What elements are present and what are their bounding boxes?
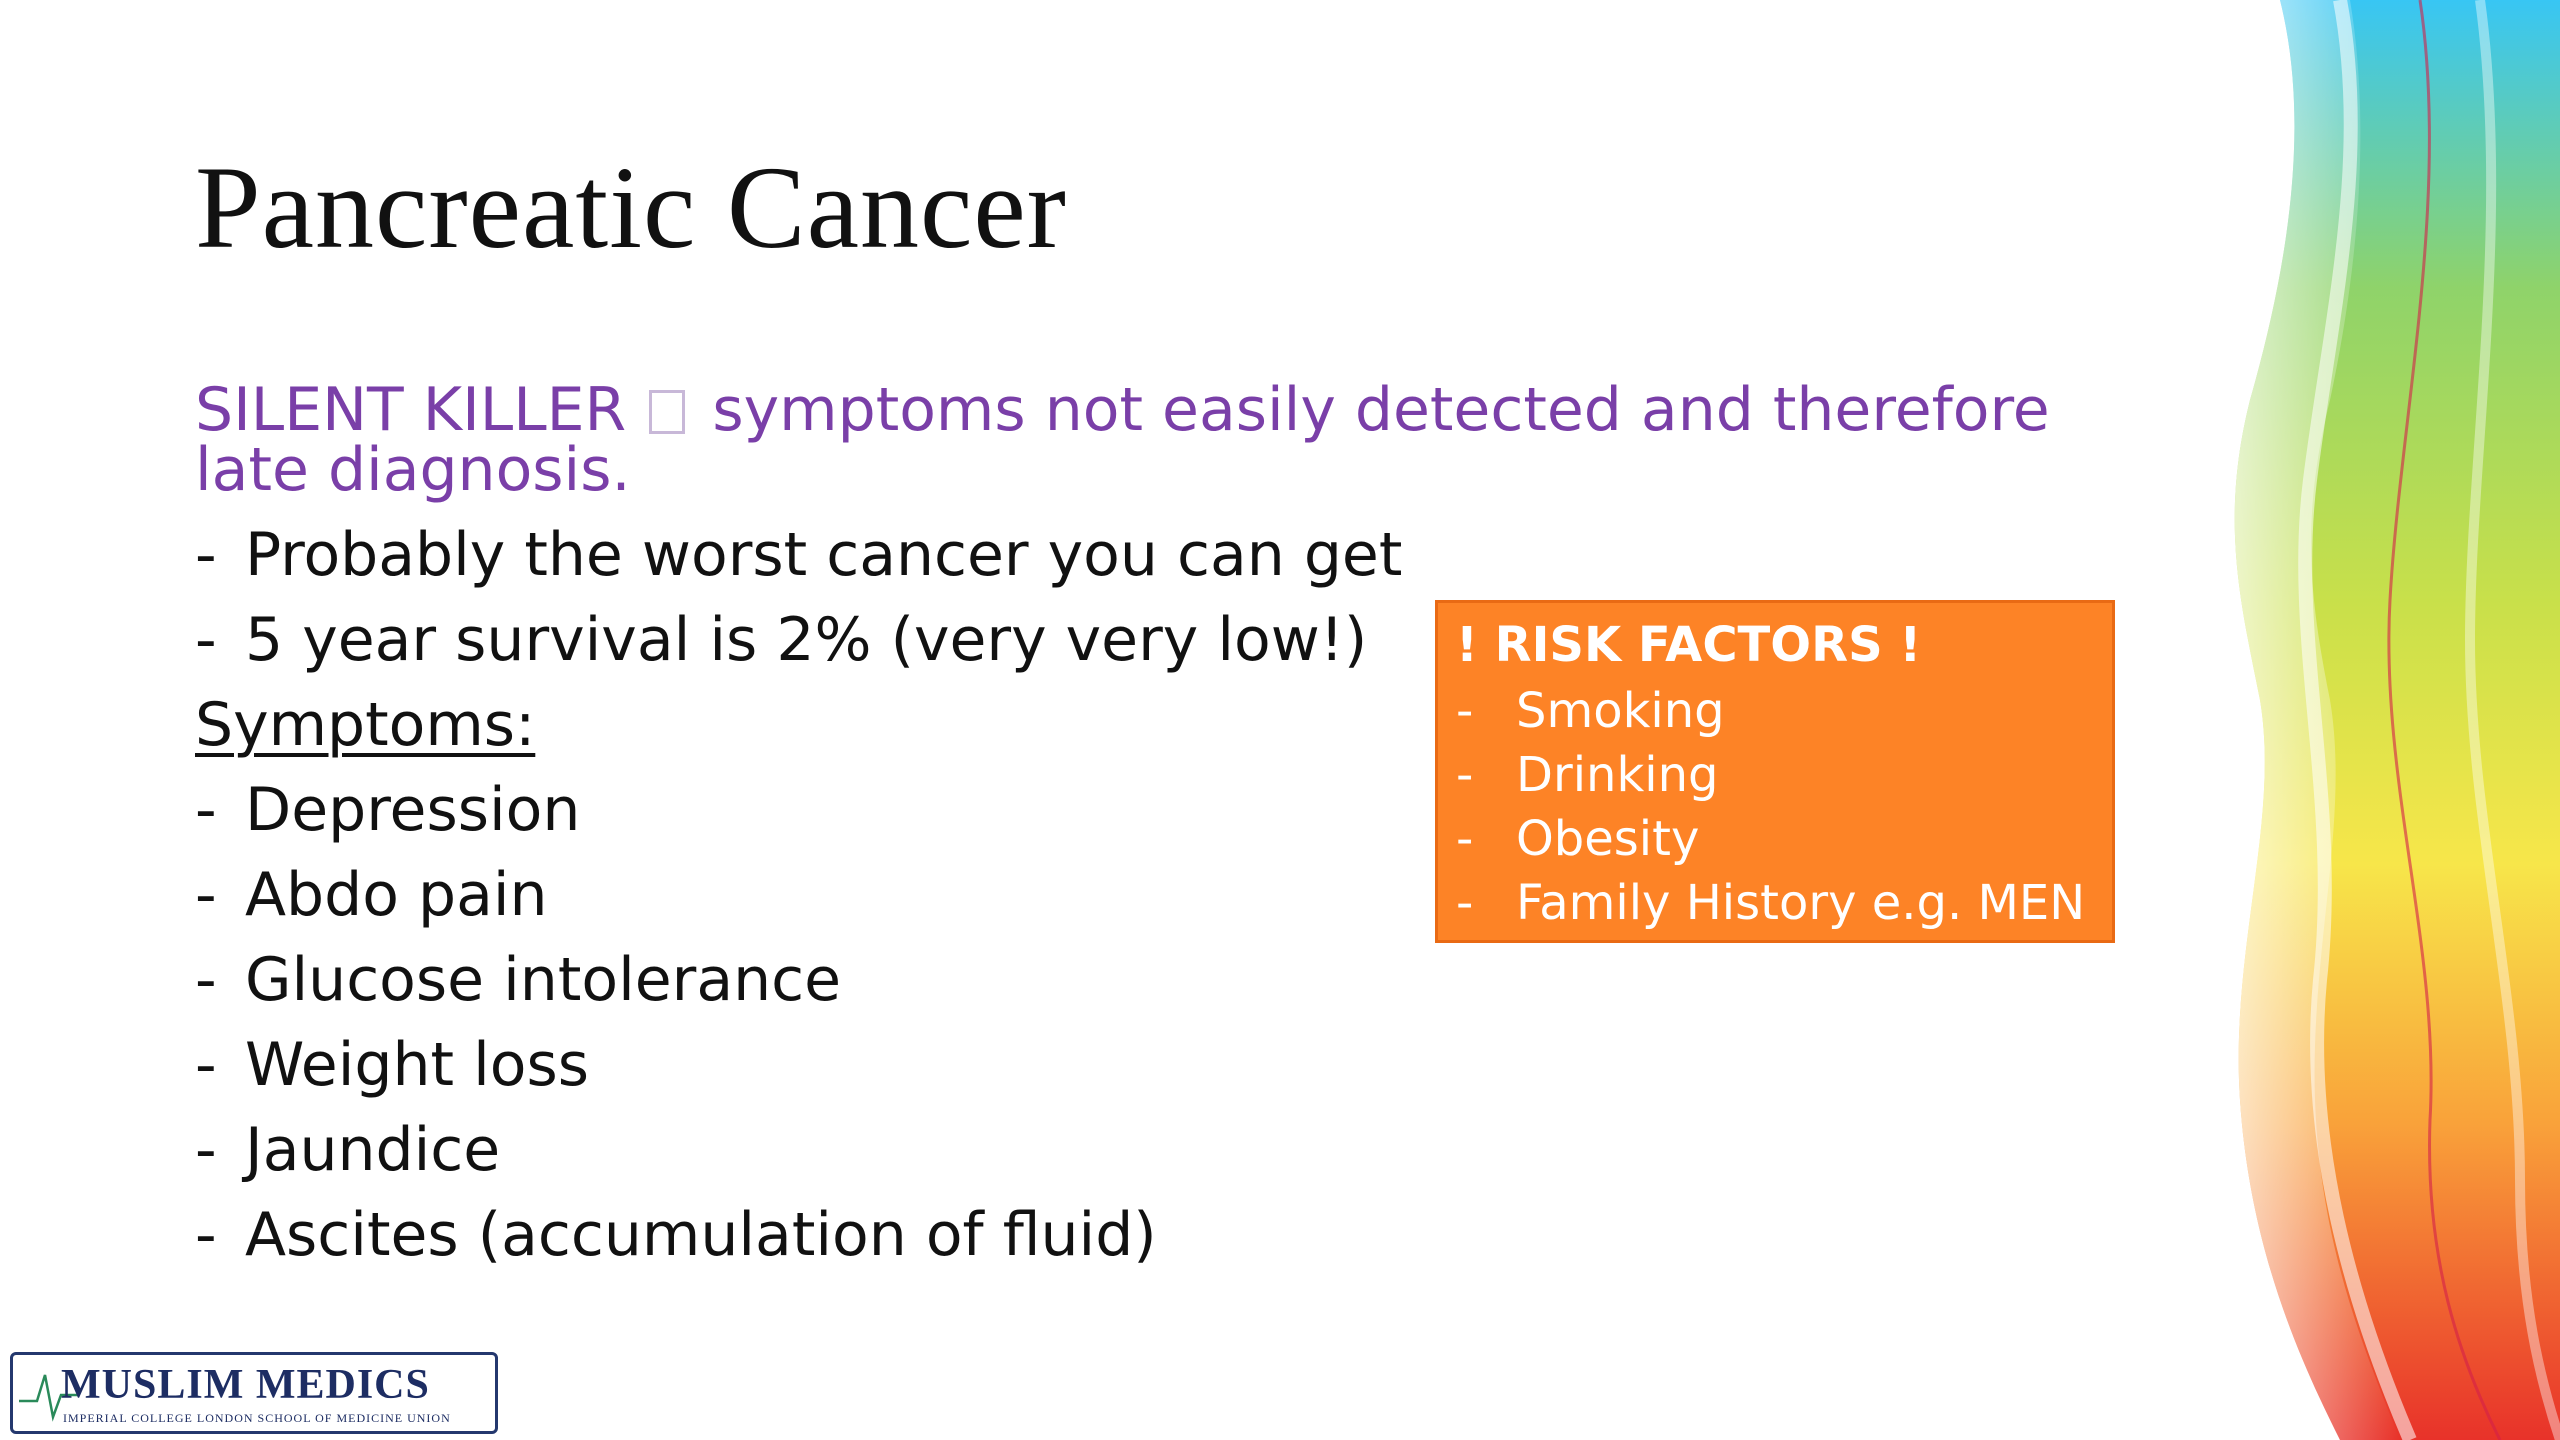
bullet-dash: -: [195, 520, 217, 590]
symptom-text: Jaundice: [245, 1115, 501, 1185]
fact-item: [195, 520, 1402, 590]
symptom-item: [195, 860, 548, 930]
risk-factor-item: [1456, 683, 1725, 739]
muslim-medics-logo: [10, 1352, 498, 1434]
risk-factor-text: Smoking: [1516, 683, 1725, 739]
bullet-dash: -: [1456, 683, 1474, 739]
bullet-dash: -: [195, 775, 217, 845]
symptom-text: Weight loss: [245, 1030, 590, 1100]
symptom-item: [195, 1030, 589, 1100]
bullet-dash: -: [1456, 747, 1474, 803]
bullet-dash: -: [195, 1115, 217, 1185]
symptoms-heading: Symptoms:: [195, 690, 536, 760]
fact-item: [195, 605, 1367, 675]
symptom-item: [195, 1200, 1157, 1270]
rainbow-swirl-decoration: [2220, 0, 2560, 1440]
bullet-dash: -: [195, 605, 217, 675]
risk-factors-title: ! RISK FACTORS !: [1456, 617, 1922, 673]
symptom-text: Abdo pain: [245, 860, 548, 930]
risk-factor-item: [1456, 747, 1718, 803]
logo-subtitle: IMPERIAL COLLEGE LONDON SCHOOL OF MEDICINE UNION: [63, 1411, 451, 1425]
intro-lead: SILENT KILLER: [195, 375, 627, 445]
bullet-dash: -: [1456, 875, 1474, 931]
symptom-text: Glucose intolerance: [245, 945, 842, 1015]
risk-factor-text: Drinking: [1516, 747, 1719, 803]
slide-title: Pancreatic Cancer: [195, 142, 1067, 273]
logo-name: MUSLIM MEDICS: [61, 1362, 430, 1408]
risk-factor-text: Obesity: [1516, 811, 1700, 867]
symptom-text: Depression: [245, 775, 581, 845]
bullet-dash: -: [195, 1200, 217, 1270]
symptom-text: Ascites (accumulation of fluid): [245, 1200, 1157, 1270]
risk-factor-item: [1456, 875, 2085, 931]
bullet-dash: -: [195, 860, 217, 930]
risk-factor-text: Family History e.g. MEN: [1516, 875, 2086, 931]
missing-glyph-box-icon: [649, 390, 685, 434]
fact-text: Probably the worst cancer you can get: [245, 520, 1403, 590]
risk-factors-box: [1435, 600, 2115, 943]
symptom-item: [195, 775, 580, 845]
symptom-item: [195, 1115, 500, 1185]
bullet-dash: -: [1456, 811, 1474, 867]
fact-text: 5 year survival is 2% (very very low!): [245, 605, 1368, 675]
symptom-item: [195, 945, 841, 1015]
bullet-dash: -: [195, 1030, 217, 1100]
intro-text: [195, 375, 2155, 505]
risk-factor-item: [1456, 811, 1699, 867]
bullet-dash: -: [195, 945, 217, 1015]
intro-rest: symptoms not easily detected and therefore late diagnosis.: [195, 375, 2050, 505]
